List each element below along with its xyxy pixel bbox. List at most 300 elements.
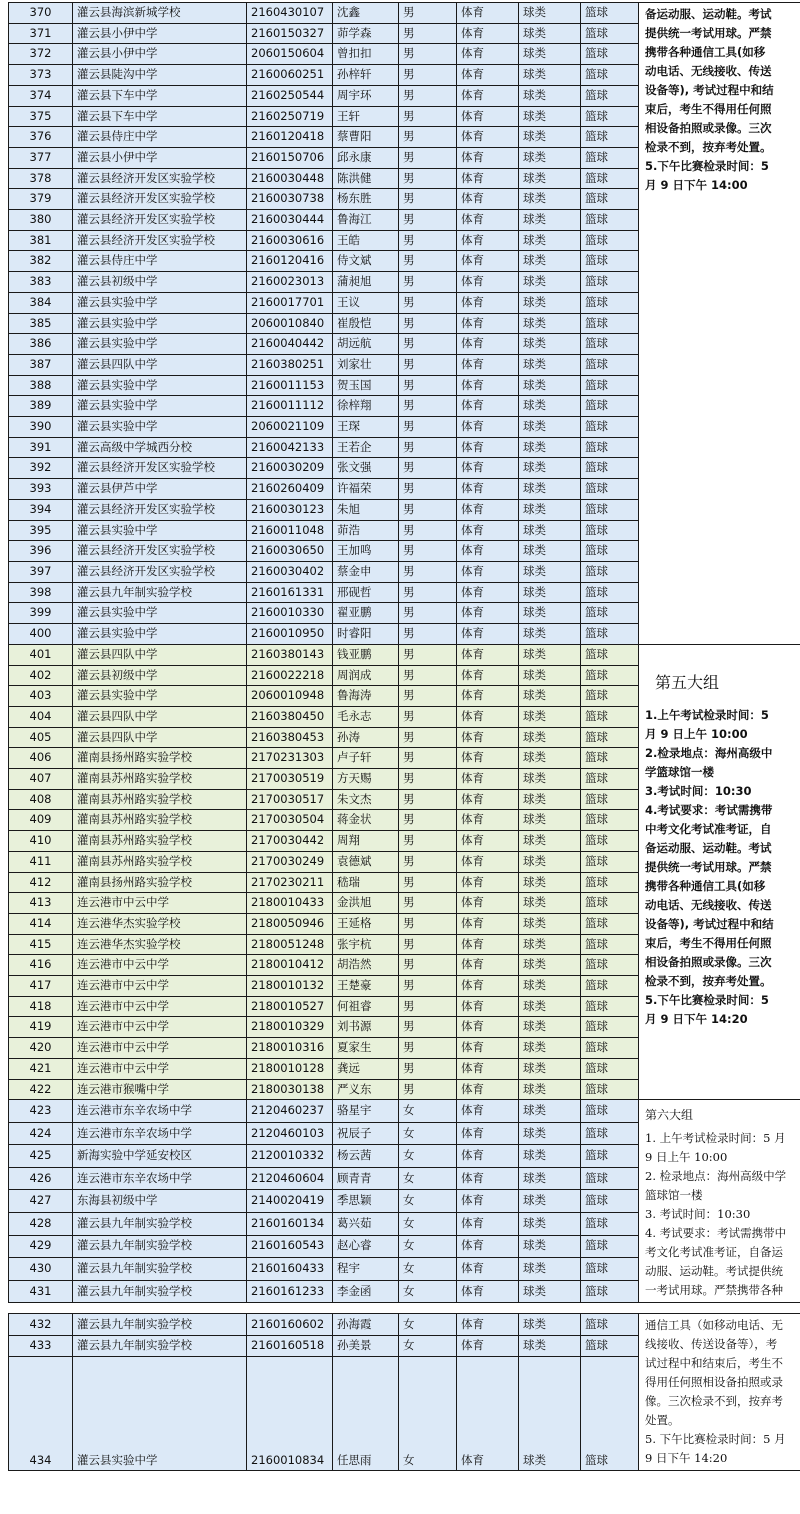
exam-id-cell: 2160380450 (247, 706, 333, 727)
event-cell: 篮球 (581, 230, 639, 251)
gender-cell: 男 (399, 1038, 457, 1059)
student-name-cell: 许福荣 (333, 479, 399, 500)
row-number: 434 (9, 1356, 73, 1470)
exam-id-cell: 2180010316 (247, 1038, 333, 1059)
row-number: 401 (9, 644, 73, 665)
student-name-cell: 沈鑫 (333, 3, 399, 24)
event-cell: 篮球 (581, 437, 639, 458)
event-cell: 篮球 (581, 1122, 639, 1145)
event-cell: 篮球 (581, 665, 639, 686)
gender-cell: 男 (399, 789, 457, 810)
gender-cell: 男 (399, 706, 457, 727)
school-cell: 灌云县侍庄中学 (73, 127, 247, 148)
category-cell: 球类 (519, 955, 581, 976)
category-cell: 球类 (519, 210, 581, 231)
exam-id-cell: 2160160543 (247, 1235, 333, 1258)
exam-id-cell: 2180051248 (247, 934, 333, 955)
student-name-cell: 茆学森 (333, 23, 399, 44)
note-line: 3.考试时间：10:30 (645, 783, 752, 798)
category-cell: 球类 (519, 1258, 581, 1281)
exam-id-cell: 2160160518 (247, 1335, 333, 1356)
student-name-cell: 嵇瑞 (333, 872, 399, 893)
gender-cell: 男 (399, 934, 457, 955)
gender-cell: 男 (399, 85, 457, 106)
subject-cell: 体育 (457, 831, 519, 852)
gender-cell: 男 (399, 127, 457, 148)
school-cell: 连云港市中云中学 (73, 976, 247, 997)
category-cell: 球类 (519, 520, 581, 541)
student-name-cell: 徐梓翔 (333, 396, 399, 417)
note-line: 相设备拍照或录像。三次 (645, 954, 772, 969)
event-cell: 篮球 (581, 789, 639, 810)
category-cell: 球类 (519, 644, 581, 665)
event-cell: 篮球 (581, 1314, 639, 1335)
student-name-cell: 鲁海涛 (333, 686, 399, 707)
event-cell: 篮球 (581, 251, 639, 272)
student-name-cell: 卢子轩 (333, 748, 399, 769)
event-cell: 篮球 (581, 417, 639, 438)
event-cell: 篮球 (581, 1235, 639, 1258)
exam-id-cell: 2160060251 (247, 65, 333, 86)
exam-id-cell: 2060150604 (247, 44, 333, 65)
row-number: 426 (9, 1167, 73, 1190)
note-line: 5.下午比赛检录时间：5 (645, 159, 769, 173)
roster-table (8, 2, 800, 1471)
gender-cell: 男 (399, 1017, 457, 1038)
category-cell: 球类 (519, 727, 581, 748)
category-cell: 球类 (519, 624, 581, 645)
exam-id-cell: 2170231303 (247, 748, 333, 769)
student-name-cell: 蔡曹阳 (333, 127, 399, 148)
subject-cell: 体育 (457, 976, 519, 997)
subject-cell: 体育 (457, 520, 519, 541)
school-cell: 灌云县实验中学 (73, 292, 247, 313)
event-cell: 篮球 (581, 520, 639, 541)
row-number: 416 (9, 955, 73, 976)
event-cell: 篮球 (581, 396, 639, 417)
subject-cell: 体育 (457, 1356, 519, 1470)
student-name-cell: 王皓 (333, 230, 399, 251)
row-number: 370 (9, 3, 73, 24)
row-number: 427 (9, 1190, 73, 1213)
exam-id-cell: 2180010132 (247, 976, 333, 997)
category-cell: 球类 (519, 1235, 581, 1258)
exam-id-cell: 2160030616 (247, 230, 333, 251)
note-line: 9 日下午 14:20 (645, 1451, 728, 1466)
gender-cell: 男 (399, 520, 457, 541)
school-cell: 灌云县四队中学 (73, 727, 247, 748)
student-name-cell: 杨东胜 (333, 189, 399, 210)
event-cell: 篮球 (581, 3, 639, 24)
row-number: 380 (9, 210, 73, 231)
row-number: 392 (9, 458, 73, 479)
category-cell: 球类 (519, 851, 581, 872)
exam-id-cell: 2160380143 (247, 644, 333, 665)
school-cell: 灌云县侍庄中学 (73, 251, 247, 272)
group-title: 第五大组 (655, 672, 720, 692)
school-cell: 灌云县下车中学 (73, 106, 247, 127)
category-cell: 球类 (519, 1038, 581, 1059)
row-number: 373 (9, 65, 73, 86)
school-cell: 灌云县实验中学 (73, 686, 247, 707)
school-cell: 灌云县下车中学 (73, 85, 247, 106)
exam-id-cell: 2160017701 (247, 292, 333, 313)
category-cell: 球类 (519, 1356, 581, 1470)
student-name-cell: 王琛 (333, 417, 399, 438)
student-name-cell: 顾青青 (333, 1167, 399, 1190)
gender-cell: 男 (399, 65, 457, 86)
event-cell: 篮球 (581, 769, 639, 790)
subject-cell: 体育 (457, 1314, 519, 1335)
exam-id-cell: 2160011153 (247, 375, 333, 396)
gender-cell: 男 (399, 665, 457, 686)
subject-cell: 体育 (457, 479, 519, 500)
gender-cell: 女 (399, 1213, 457, 1236)
school-cell: 灌云县实验中学 (73, 520, 247, 541)
student-name-cell: 毛永志 (333, 706, 399, 727)
category-cell: 球类 (519, 686, 581, 707)
school-cell: 灌南县苏州路实验学校 (73, 810, 247, 831)
exam-id-cell: 2160160134 (247, 1213, 333, 1236)
subject-cell: 体育 (457, 1167, 519, 1190)
school-cell: 连云港市中云中学 (73, 955, 247, 976)
exam-id-cell: 2160161331 (247, 582, 333, 603)
gender-cell: 男 (399, 603, 457, 624)
gender-cell: 男 (399, 955, 457, 976)
school-cell: 灌云县九年制实验学校 (73, 1258, 247, 1281)
student-name-cell: 朱文杰 (333, 789, 399, 810)
event-cell: 篮球 (581, 1145, 639, 1168)
subject-cell: 体育 (457, 872, 519, 893)
row-number: 430 (9, 1258, 73, 1281)
category-cell: 球类 (519, 106, 581, 127)
category-cell: 球类 (519, 354, 581, 375)
subject-cell: 体育 (457, 65, 519, 86)
exam-id-cell: 2120010332 (247, 1145, 333, 1168)
category-cell: 球类 (519, 437, 581, 458)
school-cell: 灌南县扬州路实验学校 (73, 872, 247, 893)
subject-cell: 体育 (457, 230, 519, 251)
note-line: 相设备拍照或录像。三次 (645, 121, 772, 135)
row-number: 410 (9, 831, 73, 852)
category-cell: 球类 (519, 748, 581, 769)
subject-cell: 体育 (457, 789, 519, 810)
event-cell: 篮球 (581, 65, 639, 86)
school-cell: 灌云县经济开发区实验学校 (73, 230, 247, 251)
category-cell: 球类 (519, 541, 581, 562)
category-cell: 球类 (519, 189, 581, 210)
subject-cell: 体育 (457, 541, 519, 562)
school-cell: 灌云县九年制实验学校 (73, 1314, 247, 1335)
exam-id-cell: 2160160602 (247, 1314, 333, 1335)
exam-id-cell: 2160010834 (247, 1356, 333, 1470)
exam-id-cell: 2140020419 (247, 1190, 333, 1213)
category-cell: 球类 (519, 3, 581, 24)
school-cell: 灌云县海滨新城学校 (73, 3, 247, 24)
note-line: 4.考试要求：考试需携带 (645, 802, 773, 817)
school-cell: 灌云县四队中学 (73, 354, 247, 375)
subject-cell: 体育 (457, 106, 519, 127)
school-cell: 灌云县实验中学 (73, 624, 247, 645)
category-cell: 球类 (519, 561, 581, 582)
event-cell: 篮球 (581, 706, 639, 727)
school-cell: 灌云县实验中学 (73, 417, 247, 438)
row-number: 388 (9, 375, 73, 396)
subject-cell: 体育 (457, 251, 519, 272)
exam-id-cell: 2160011112 (247, 396, 333, 417)
school-cell: 灌云县实验中学 (73, 375, 247, 396)
row-number: 421 (9, 1058, 73, 1079)
exam-id-cell: 2060010840 (247, 313, 333, 334)
event-cell: 篮球 (581, 582, 639, 603)
student-name-cell: 葛兴茹 (333, 1213, 399, 1236)
subject-cell: 体育 (457, 665, 519, 686)
category-cell: 球类 (519, 499, 581, 520)
row-number: 411 (9, 851, 73, 872)
row-number: 429 (9, 1235, 73, 1258)
event-cell: 篮球 (581, 85, 639, 106)
category-cell: 球类 (519, 1145, 581, 1168)
school-cell: 灌云县经济开发区实验学校 (73, 210, 247, 231)
note-line: 设备等), 考试过程中和结 (645, 83, 774, 97)
row-number: 389 (9, 396, 73, 417)
category-cell: 球类 (519, 1122, 581, 1145)
note-line: 携带各种通信工具(如移 (645, 878, 766, 893)
category-cell: 球类 (519, 44, 581, 65)
gender-cell: 女 (399, 1145, 457, 1168)
student-name-cell: 王议 (333, 292, 399, 313)
event-cell: 篮球 (581, 893, 639, 914)
exam-id-cell: 2120460103 (247, 1122, 333, 1145)
category-cell: 球类 (519, 1167, 581, 1190)
event-cell: 篮球 (581, 955, 639, 976)
row-number: 424 (9, 1122, 73, 1145)
school-cell: 灌云县经济开发区实验学校 (73, 168, 247, 189)
exam-id-cell: 2170230211 (247, 872, 333, 893)
row-number: 407 (9, 769, 73, 790)
subject-cell: 体育 (457, 1258, 519, 1281)
school-cell: 灌云县实验中学 (73, 1356, 247, 1470)
student-name-cell: 夏家生 (333, 1038, 399, 1059)
category-cell: 球类 (519, 1017, 581, 1038)
category-cell: 球类 (519, 872, 581, 893)
gender-cell: 男 (399, 437, 457, 458)
student-name-cell: 方天赐 (333, 769, 399, 790)
student-name-cell: 张宇杭 (333, 934, 399, 955)
row-number: 375 (9, 106, 73, 127)
gender-cell: 男 (399, 189, 457, 210)
category-cell: 球类 (519, 706, 581, 727)
exam-id-cell: 2160030444 (247, 210, 333, 231)
school-cell: 灌云县四队中学 (73, 706, 247, 727)
event-cell: 篮球 (581, 1335, 639, 1356)
category-cell: 球类 (519, 168, 581, 189)
subject-cell: 体育 (457, 1079, 519, 1100)
student-name-cell: 孙美景 (333, 1335, 399, 1356)
row-number: 433 (9, 1335, 73, 1356)
subject-cell: 体育 (457, 582, 519, 603)
subject-cell: 体育 (457, 893, 519, 914)
note-line: 2.检录地点：海州高级中 (645, 745, 773, 760)
note-line: 备运动服、运动鞋。考试 (645, 840, 772, 855)
subject-cell: 体育 (457, 913, 519, 934)
row-number: 409 (9, 810, 73, 831)
row-number: 377 (9, 147, 73, 168)
school-cell: 连云港市东辛农场中学 (73, 1100, 247, 1123)
subject-cell: 体育 (457, 624, 519, 645)
subject-cell: 体育 (457, 934, 519, 955)
category-cell: 球类 (519, 1280, 581, 1303)
subject-cell: 体育 (457, 1190, 519, 1213)
student-name-cell: 陈洪健 (333, 168, 399, 189)
category-cell: 球类 (519, 334, 581, 355)
exam-id-cell: 2160030448 (247, 168, 333, 189)
school-cell: 灌云县九年制实验学校 (73, 1213, 247, 1236)
student-name-cell: 程宇 (333, 1258, 399, 1281)
category-cell: 球类 (519, 1190, 581, 1213)
event-cell: 篮球 (581, 1079, 639, 1100)
row-number: 374 (9, 85, 73, 106)
student-name-cell: 邢砚哲 (333, 582, 399, 603)
student-name-cell: 蒲昶旭 (333, 272, 399, 293)
gender-cell: 男 (399, 541, 457, 562)
exam-id-cell: 2060021109 (247, 417, 333, 438)
row-number: 418 (9, 996, 73, 1017)
event-cell: 篮球 (581, 313, 639, 334)
note-line: 月 9 日下午 14:00 (645, 178, 748, 192)
school-cell: 连云港市东辛农场中学 (73, 1167, 247, 1190)
gender-cell: 女 (399, 1335, 457, 1356)
event-cell: 篮球 (581, 354, 639, 375)
gender-cell: 女 (399, 1190, 457, 1213)
student-name-cell: 龚远 (333, 1058, 399, 1079)
event-cell: 篮球 (581, 913, 639, 934)
exam-id-cell: 2160150327 (247, 23, 333, 44)
school-cell: 连云港市猴嘴中学 (73, 1079, 247, 1100)
row-number: 415 (9, 934, 73, 955)
row-number: 394 (9, 499, 73, 520)
category-cell: 球类 (519, 85, 581, 106)
school-cell: 灌云高级中学城西分校 (73, 437, 247, 458)
exam-id-cell: 2160042133 (247, 437, 333, 458)
note-line: 月 9 日上午 10:00 (645, 726, 748, 741)
school-cell: 灌云县伊芦中学 (73, 479, 247, 500)
gender-cell: 女 (399, 1356, 457, 1470)
event-cell: 篮球 (581, 1038, 639, 1059)
school-cell: 灌南县苏州路实验学校 (73, 769, 247, 790)
exam-id-cell: 2160120418 (247, 127, 333, 148)
note-line: 动服、运动鞋。考试提供统 (645, 1264, 783, 1279)
event-cell: 篮球 (581, 106, 639, 127)
row-number: 387 (9, 354, 73, 375)
category-cell: 球类 (519, 789, 581, 810)
student-name-cell: 季思颖 (333, 1190, 399, 1213)
table-row (9, 1100, 800, 1123)
student-name-cell: 蔡金申 (333, 561, 399, 582)
school-cell: 灌云县经济开发区实验学校 (73, 499, 247, 520)
exam-id-cell: 2160011048 (247, 520, 333, 541)
category-cell: 球类 (519, 1100, 581, 1123)
gender-cell: 男 (399, 727, 457, 748)
student-name-cell: 严义东 (333, 1079, 399, 1100)
category-cell: 球类 (519, 893, 581, 914)
note-line: 1.上午考试检录时间：5 (645, 707, 769, 722)
exam-id-cell: 2160030650 (247, 541, 333, 562)
student-name-cell: 崔殷恺 (333, 313, 399, 334)
category-cell: 球类 (519, 769, 581, 790)
gender-cell: 男 (399, 582, 457, 603)
subject-cell: 体育 (457, 1213, 519, 1236)
subject-cell: 体育 (457, 334, 519, 355)
student-name-cell: 杨云茜 (333, 1145, 399, 1168)
school-cell: 灌云县实验中学 (73, 334, 247, 355)
school-cell: 灌云县实验中学 (73, 313, 247, 334)
subject-cell: 体育 (457, 1017, 519, 1038)
event-cell: 篮球 (581, 458, 639, 479)
group5-instructions (639, 644, 800, 1099)
exam-id-cell: 2160260409 (247, 479, 333, 500)
row-number: 397 (9, 561, 73, 582)
exam-id-cell: 2160120416 (247, 251, 333, 272)
subject-cell: 体育 (457, 210, 519, 231)
subject-cell: 体育 (457, 396, 519, 417)
note-line: 2. 检录地点：海州高级中学 (645, 1169, 787, 1184)
subject-cell: 体育 (457, 686, 519, 707)
exam-id-cell: 2170030519 (247, 769, 333, 790)
note-line: 9 日上午 10:00 (645, 1150, 728, 1165)
gender-cell: 男 (399, 23, 457, 44)
category-cell: 球类 (519, 582, 581, 603)
school-cell: 灌云县经济开发区实验学校 (73, 458, 247, 479)
gender-cell: 男 (399, 168, 457, 189)
gender-cell: 男 (399, 313, 457, 334)
subject-cell: 体育 (457, 147, 519, 168)
row-number: 406 (9, 748, 73, 769)
event-cell: 篮球 (581, 934, 639, 955)
subject-cell: 体育 (457, 168, 519, 189)
category-cell: 球类 (519, 934, 581, 955)
subject-cell: 体育 (457, 1038, 519, 1059)
gender-cell: 男 (399, 230, 457, 251)
row-number: 400 (9, 624, 73, 645)
school-cell: 灌云县九年制实验学校 (73, 1335, 247, 1356)
exam-id-cell: 2160030738 (247, 189, 333, 210)
category-cell: 球类 (519, 23, 581, 44)
table-row (9, 3, 800, 24)
exam-id-cell: 2160250719 (247, 106, 333, 127)
row-number: 393 (9, 479, 73, 500)
exam-id-cell: 2170030249 (247, 851, 333, 872)
school-cell: 连云港市中云中学 (73, 996, 247, 1017)
school-cell: 灌云县经济开发区实验学校 (73, 541, 247, 562)
note-line: 5. 下午比赛检录时间：5 月 (645, 1432, 786, 1447)
category-cell: 球类 (519, 375, 581, 396)
gender-cell: 女 (399, 1122, 457, 1145)
exam-id-cell: 2160030209 (247, 458, 333, 479)
gender-cell: 女 (399, 1235, 457, 1258)
subject-cell: 体育 (457, 603, 519, 624)
row-number: 383 (9, 272, 73, 293)
note-line: 5.下午比赛检录时间：5 (645, 992, 769, 1007)
school-cell: 灌南县苏州路实验学校 (73, 789, 247, 810)
subject-cell: 体育 (457, 313, 519, 334)
category-cell: 球类 (519, 230, 581, 251)
exam-id-cell: 2160030123 (247, 499, 333, 520)
note-line: 试过程中和结束后，考生不 (645, 1356, 783, 1371)
gender-cell: 男 (399, 644, 457, 665)
subject-cell: 体育 (457, 458, 519, 479)
note-line: 一考试用球。严禁携带各种 (645, 1283, 783, 1298)
